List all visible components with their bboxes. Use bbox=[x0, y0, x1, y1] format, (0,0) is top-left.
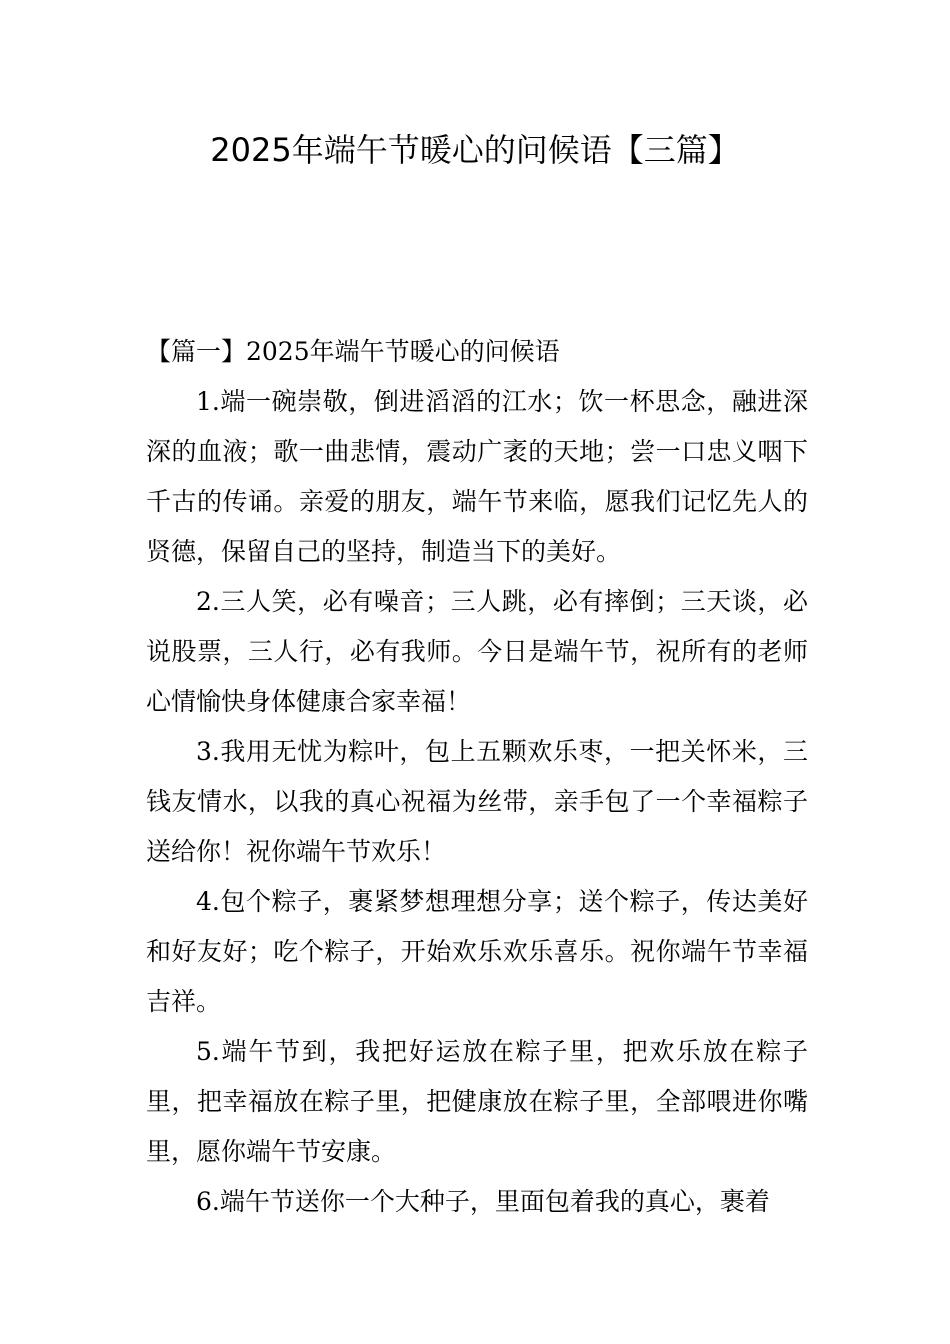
document-body bbox=[146, 327, 808, 1227]
paragraph-5: 5.端午节到，我把好运放在粽子里，把欢乐放在粽子里，把幸福放在粽子里，把健康放在粽子里，全部喂进你嘴里，愿你端午节安康。 bbox=[146, 1037, 808, 1166]
paragraph-3: 3.我用无忧为粽叶，包上五颗欢乐枣，一把关怀米，三钱友情水，以我的真心祝福为丝带，亲手包了一个幸福粽子送给你！祝你端午节欢乐！ bbox=[146, 737, 808, 866]
paragraph-4: 4.包个粽子，裹紧梦想理想分享；送个粽子，传达美好和好友好；吃个粽子，开始欢乐欢乐喜乐。祝你端午节幸福吉祥。 bbox=[146, 887, 808, 1016]
paragraph-1: 1.端一碗崇敬，倒进滔滔的江水；饮一杯思念，融进深深的血液；歌一曲悲情，震动广袤的天地；尝一口忠义咽下千古的传诵。亲爱的朋友，端午节来临，愿我们记忆先人的贤德，保留自己的坚持，制造当下的美好。 bbox=[146, 387, 808, 566]
section-heading: 【篇一】2025年端午节暖心的问候语 bbox=[146, 337, 560, 366]
paragraph-2: 2.三人笑，必有噪音；三人跳，必有摔倒；三天谈，必说股票，三人行，必有我师。今日是端午节，祝所有的老师心情愉快身体健康合家幸福！ bbox=[146, 587, 808, 716]
paragraph-6: 6.端午节送你一个大种子，里面包着我的真心，裹着 bbox=[196, 1187, 770, 1216]
document-title: 2025年端午节暖心的问候语【三篇】 bbox=[210, 131, 740, 169]
